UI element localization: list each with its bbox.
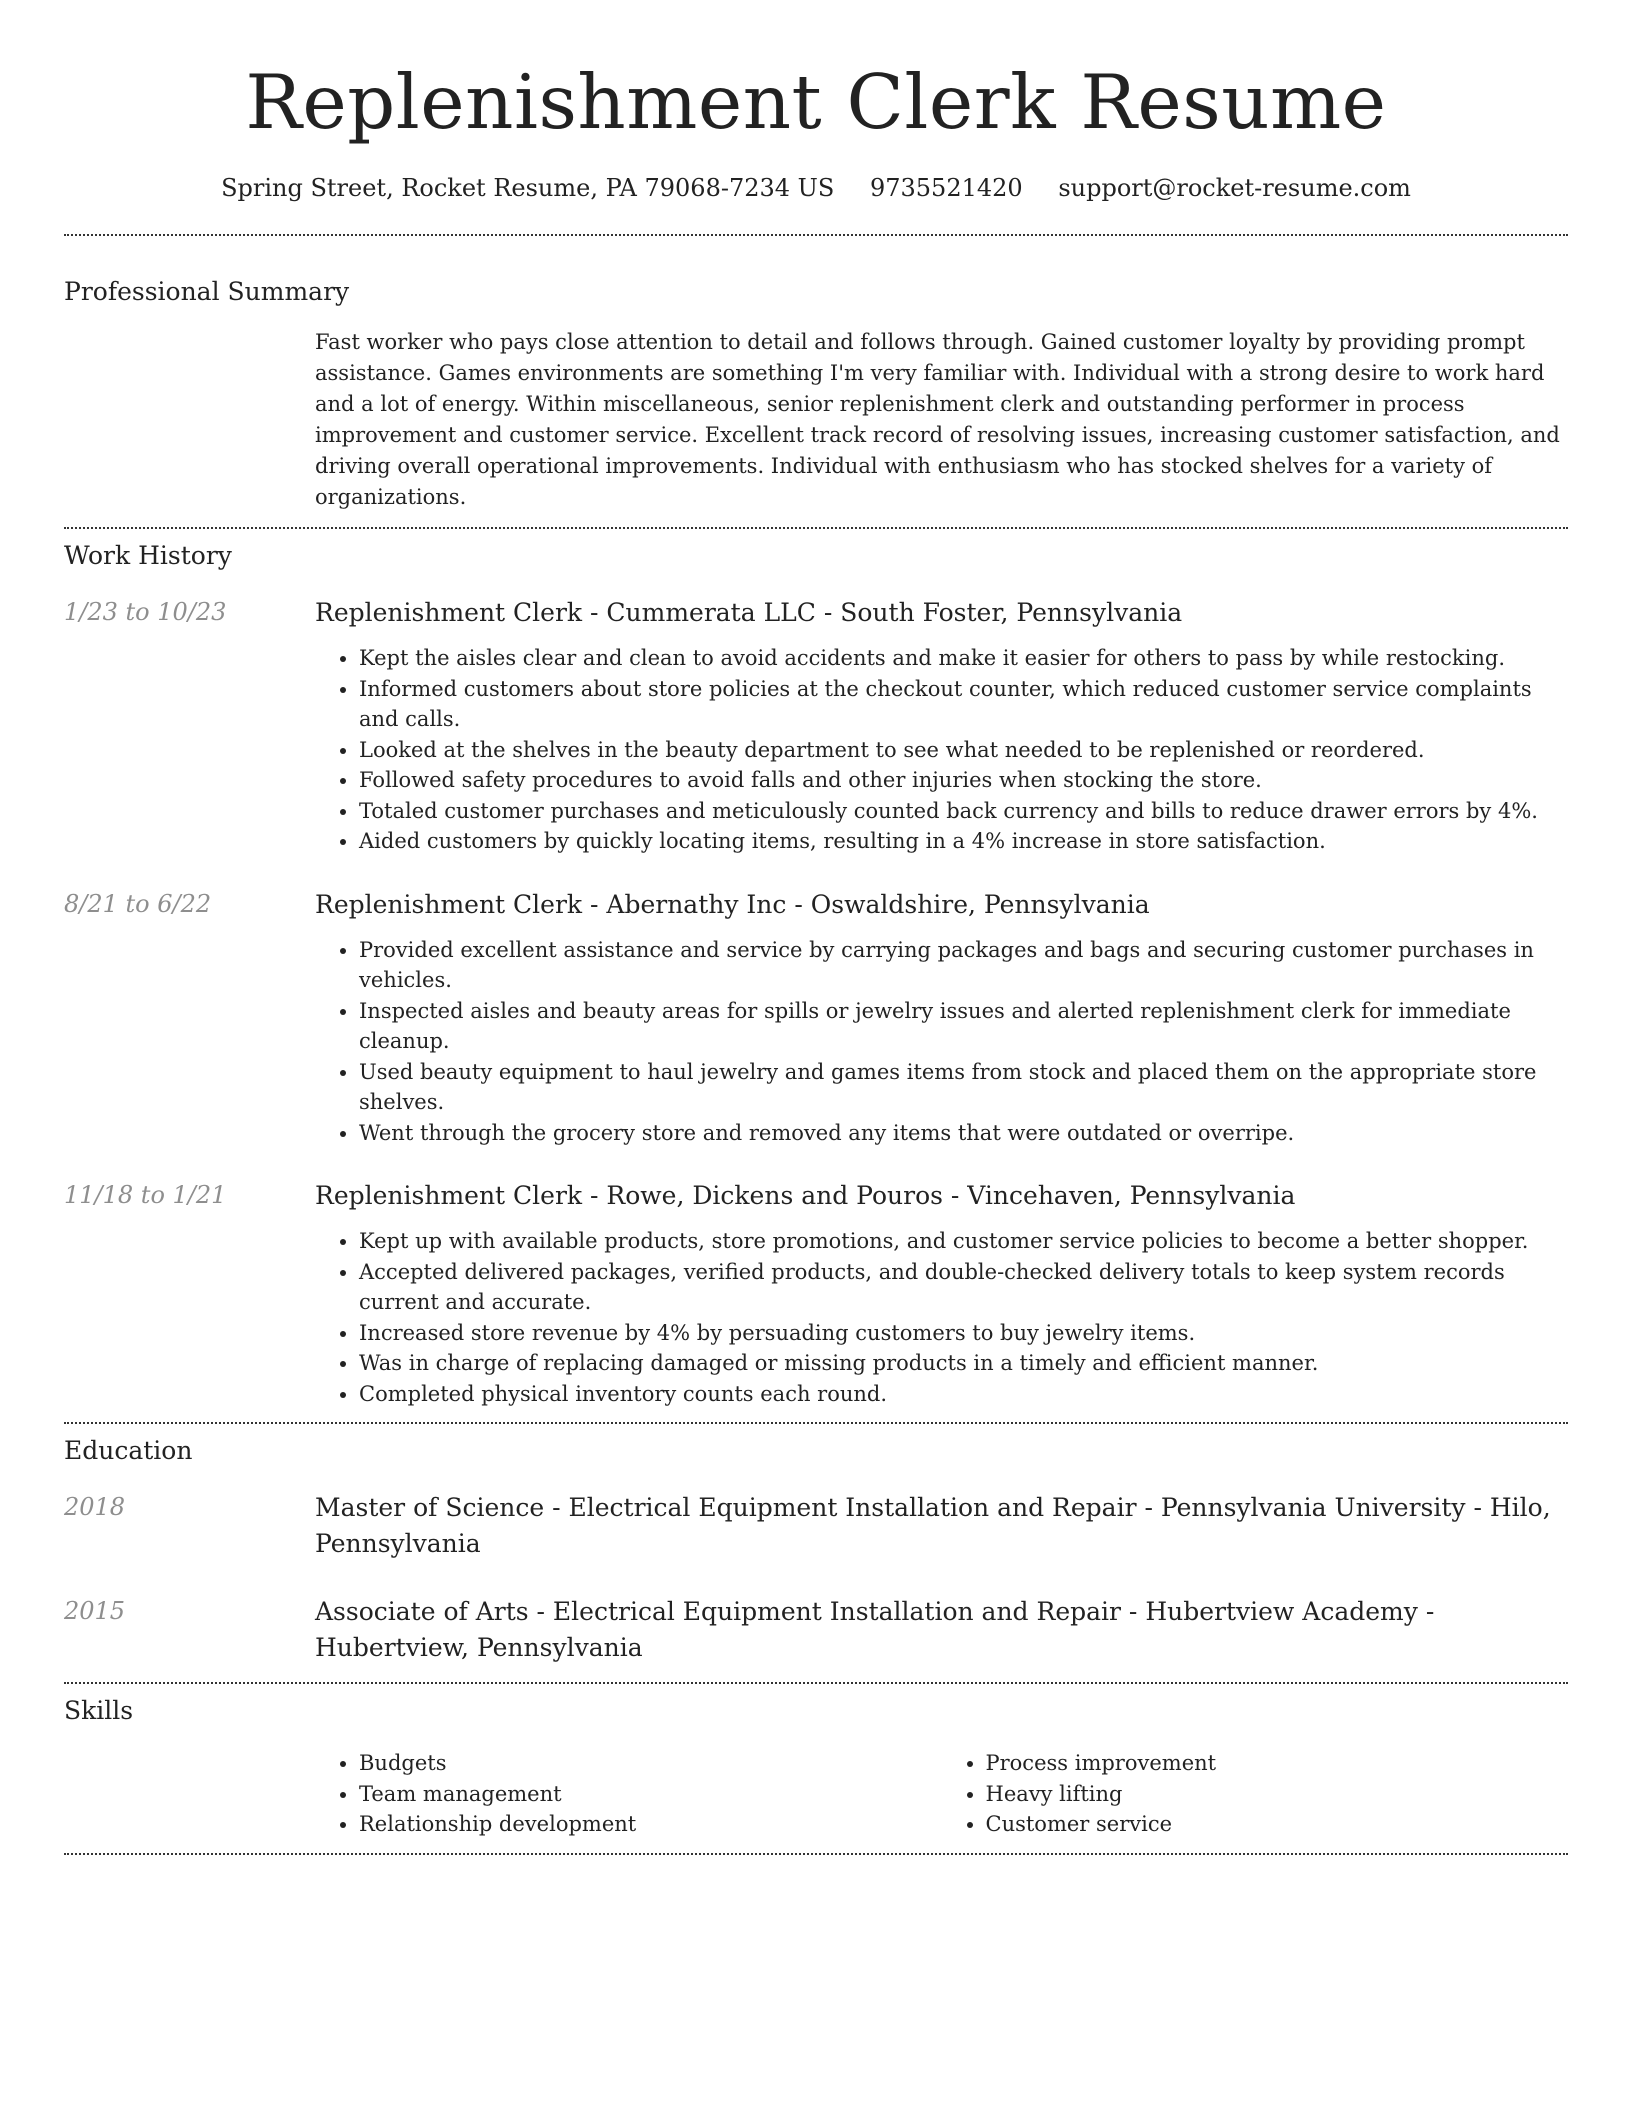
resume-header	[64, 0, 1568, 204]
job-title: Replenishment Clerk - Rowe, Dickens and Pouros - Vincehaven, Pennsylvania	[315, 1181, 1296, 1210]
list-item: • Inspected aisles and beauty areas for spills or jewelry issues and alerted replenishment clerk for immediate cleanup.	[359, 996, 1568, 1057]
list-item: • Kept up with available products, store promotions, and customer service policies to become a better shopper.	[359, 1226, 1568, 1257]
education-heading: Education	[64, 1436, 193, 1465]
education-year: 2015	[64, 1597, 126, 1625]
education-title: Associate of Arts - Electrical Equipment Installation and Repair - Hubertview Academy - Hubertview, Pennsylvania	[315, 1597, 1435, 1662]
list-item: • Relationship development	[359, 1809, 942, 1840]
list-item: • Heavy lifting	[986, 1779, 1569, 1810]
education-section	[64, 1424, 1568, 1682]
education-entry	[64, 1594, 1568, 1682]
education-entry	[64, 1490, 1568, 1562]
list-item: • Provided excellent assistance and service by carrying packages and bags and securing customer purchases in vehicles.	[359, 935, 1568, 996]
list-item: • Was in charge of replacing damaged or missing products in a timely and efficient manner.	[359, 1348, 1568, 1379]
list-item: • Used beauty equipment to haul jewelry and games items from stock and placed them on the appropriate store shelves.	[359, 1057, 1568, 1118]
skills-list	[315, 1748, 1568, 1840]
resume-title: Replenishment Clerk Resume	[245, 58, 1387, 146]
list-item: • Totaled customer purchases and meticulously counted back currency and bills to reduce drawer errors by 4%.	[359, 796, 1568, 827]
job-dates: 11/18 to 1/21	[64, 1181, 227, 1209]
list-item: • Informed customers about store policies at the checkout counter, which reduced customer service complaints and calls.	[359, 674, 1568, 735]
education-title: Master of Science - Electrical Equipment Installation and Repair - Pennsylvania University - Hilo, Pennsylvania	[315, 1493, 1551, 1558]
list-item: • Looked at the shelves in the beauty department to see what needed to be replenished or reordered.	[359, 735, 1568, 766]
list-item: • Went through the grocery store and removed any items that were outdated or overripe.	[359, 1118, 1568, 1149]
section-divider	[64, 1853, 1568, 1855]
summary-heading: Professional Summary	[64, 277, 350, 306]
summary-spacer	[64, 327, 315, 513]
job-title: Replenishment Clerk - Abernathy Inc - Oswaldshire, Pennsylvania	[315, 889, 1150, 919]
job-title: Replenishment Clerk - Cummerata LLC - South Foster, Pennsylvania	[315, 598, 1183, 627]
job-bullets	[315, 935, 1568, 1149]
skills-section	[64, 1684, 1568, 1853]
contact-email: support@rocket-resume.com	[1058, 174, 1411, 202]
list-item: • Followed safety procedures to avoid falls and other injuries when stocking the store.	[359, 765, 1568, 796]
list-item: • Accepted delivered packages, verified products, and double-checked delivery totals to keep system records current and accurate.	[359, 1257, 1568, 1318]
list-item: • Team management	[359, 1779, 942, 1810]
list-item: • Process improvement	[986, 1748, 1569, 1779]
list-item: • Increased store revenue by 4% by persuading customers to buy jewelry items.	[359, 1318, 1568, 1349]
list-item: • Customer service	[986, 1809, 1569, 1840]
contact-address: Spring Street, Rocket Resume, PA 79068-7234 US	[221, 174, 835, 202]
job-entry	[64, 887, 1568, 1149]
skills-spacer	[64, 1748, 315, 1840]
list-item: • Kept the aisles clear and clean to avoid accidents and make it easier for others to pass by while restocking.	[359, 643, 1568, 674]
job-dates: 1/23 to 10/23	[64, 598, 227, 626]
job-entry	[64, 1178, 1568, 1422]
job-bullets	[315, 1226, 1568, 1409]
list-item: • Budgets	[359, 1748, 942, 1779]
list-item: • Aided customers by quickly locating items, resulting in a 4% increase in store satisfaction.	[359, 826, 1568, 857]
skills-heading: Skills	[64, 1696, 134, 1725]
job-entry	[64, 595, 1568, 857]
job-dates: 8/21 to 6/22	[64, 889, 212, 918]
skills-column-right	[942, 1748, 1569, 1840]
skills-column-left	[315, 1748, 942, 1840]
job-bullets	[315, 643, 1568, 857]
summary-text: Fast worker who pays close attention to detail and follows through. Gained customer loyalty by providing prompt assistance. Games environments are something I'm very familiar with. Individual with a strong desire to work hard and a lot of energy. Within miscellaneous, senior replenishment clerk and outstanding performer in process improvement and customer service. Excellent track record of resolving issues, increasing customer satisfaction, and driving overall operational improvements. Individual with enthusiasm who has stocked shelves for a variety of organizations.	[315, 330, 1560, 509]
summary-section	[64, 236, 1568, 527]
contact-phone: 9735521420	[869, 174, 1023, 202]
work-history-section	[64, 529, 1568, 1422]
list-item: • Completed physical inventory counts each round.	[359, 1379, 1568, 1410]
education-year: 2018	[64, 1493, 126, 1521]
work-history-heading: Work History	[64, 541, 232, 570]
contact-line	[64, 172, 1568, 204]
